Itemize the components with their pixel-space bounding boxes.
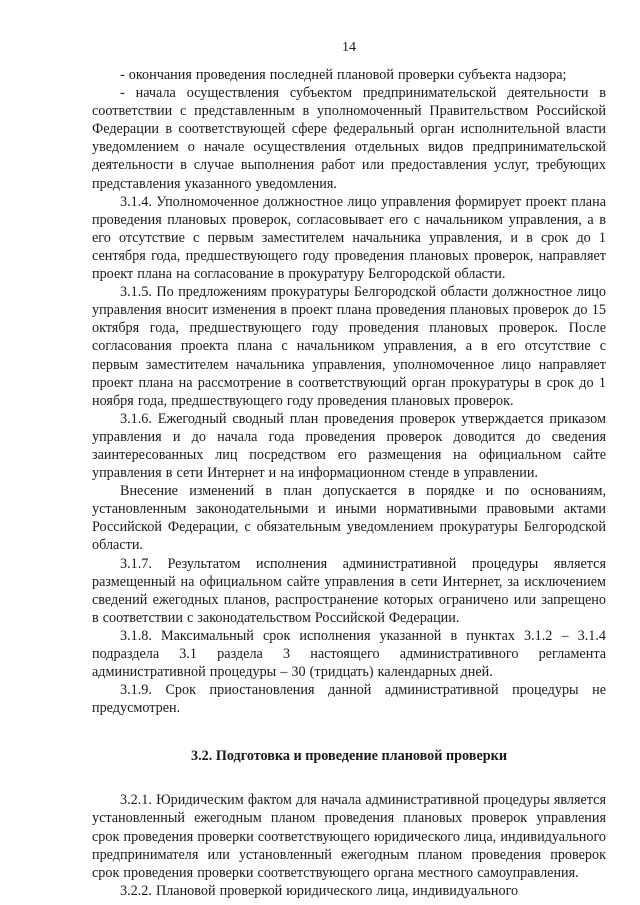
paragraph-3-1-9: 3.1.9. Срок приостановления данной административной процедуры не предусмотрен. [92, 682, 606, 717]
paragraph-3-1-8: 3.1.8. Максимальный срок исполнения указанной в пунктах 3.1.2 – 3.1.4 подраздела 3.1 раздела 3 настоящего административного регламента административной процедуры – 30 (тридцать) календарных дней. [92, 627, 606, 681]
section-heading-3-2: 3.2. Подготовка и проведение плановой проверки [191, 748, 507, 765]
paragraph-3-1-6: 3.1.6. Ежегодный сводный план проведения проверок утверждается приказом управления и до начала года проведения проверок доводится до сведения заинтересованных лиц посредством его размещения на официальном сайте управления в сети Интернет и на информационном стенде в управлении. [92, 410, 606, 482]
paragraph-3-1-7: 3.1.7. Результатом исполнения административной процедуры является размещенный на официальном сайте управления в сети Интернет, за исключением сведений ежегодных планов, распространение которых ограничено или запрещено в соответствии с законодательством Российской Федерации. [92, 555, 606, 626]
page-number: 14 [342, 40, 356, 55]
paragraph-3-1-4: 3.1.4. Уполномоченное должностное лицо управления формирует проект плана проведения плановых проверок, согласовывает его с начальником управления, а в его отсутствие с первым заместителем начальника управления, и в срок до 1 сентября года, предшествующего году проведения плановых проверок, направляет проект плана на согласование в прокуратуру Белгородской области. [92, 193, 606, 283]
paragraph-3-1-5: 3.1.5. По предложениям прокуратуры Белгородской области должностное лицо управления вносит изменения в проект плана проведения плановых проверок до 15 октября года, предшествующего году проведения плановых проверок. После согласования проекта плана с начальником управления, а в его отсутствие с первым заместителем начальника управления, уполномоченное лицо направляет проект плана на рассмотрение в соответствующий орган прокуратуры в срок до 1 ноября года, предшествующего году проведения плановых проверок. [92, 284, 606, 409]
paragraph-start-of-activity: - начала осуществления субъектом предпринимательской деятельности в соответствии с представленным в уполномоченный Правительством Российской Федерации в соответствующей сфере федеральный орган исполнительной власти уведомлением о начале осуществления отдельных видов предпринимательской деятельности в случае выполнения работ или предоставления услуг, требующих представления указанного уведомления. [92, 85, 606, 192]
paragraph-plan-changes: Внесение изменений в план допускается в порядке и по основаниям, установленным законодательными и иными нормативными правовыми актами Российской Федерации, с обязательным уведомлением прокуратуры Белгородской области. [92, 483, 606, 554]
paragraph-end-of-last-inspection: - окончания проведения последней плановой проверки субъекта надзора; [120, 67, 567, 83]
paragraph-3-2-1: 3.2.1. Юридическим фактом для начала административной процедуры является установленный ежегодным планом проведения плановых проверок управления срок проведения проверки соответствующего юридического лица, индивидуального предпринимателя или установленный ежегодным планом проведения проверок срок проведения проверки соответствующего органа местного самоуправления. [92, 792, 606, 881]
paragraph-3-2-2: 3.2.2. Плановой проверкой юридического лица, индивидуального [120, 882, 519, 899]
